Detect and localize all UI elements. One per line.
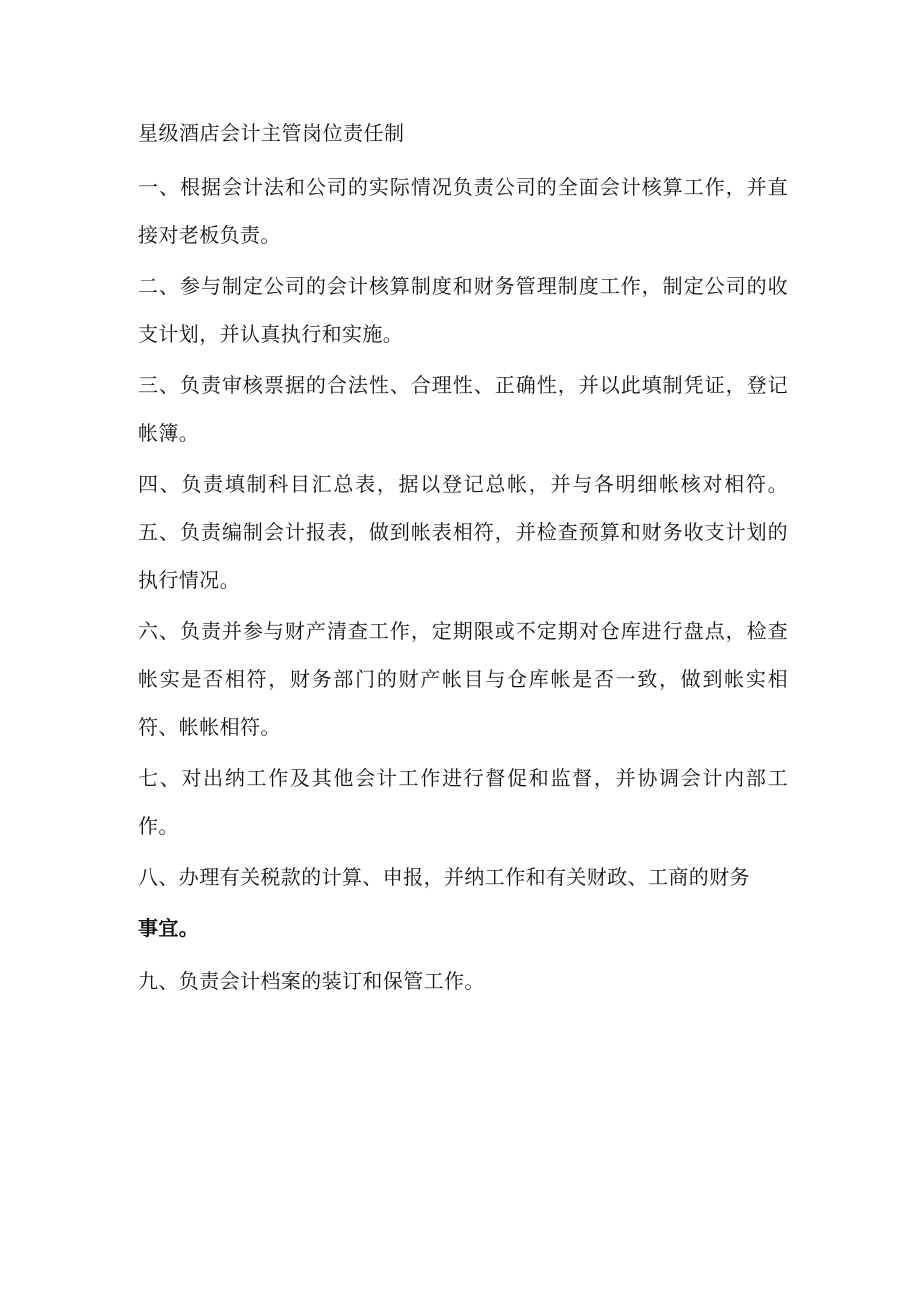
paragraph-8: 八、办理有关税款的计算、申报，并纳工作和有关财政、工商的财务 — [138, 865, 750, 889]
document-title: 星级酒店会计主管岗位责任制 — [138, 121, 405, 145]
paragraph-7: 七、对出纳工作及其他会计工作进行督促和监督，并协调会计内部工作。 — [138, 766, 788, 838]
paragraph-9: 九、负责会计档案的装订和保管工作。 — [138, 969, 485, 993]
paragraph-3: 三、负责审核票据的合法性、合理性、正确性，并以此填制凭证，登记帐簿。 — [138, 373, 788, 445]
paragraph-6: 六、负责并参与财产清查工作，定期限或不定期对仓库进行盘点，检查帐实是否相符，财务部门的财产帐目与仓库帐是否一致，做到帐实相符、帐帐相符。 — [138, 619, 788, 739]
paragraph-2: 二、参与制定公司的会计核算制度和财务管理制度工作，制定公司的收支计划，并认真执行和实施。 — [138, 274, 788, 346]
paragraph-1: 一、根据会计法和公司的实际情况负责公司的全面会计核算工作，并直接对老板负责。 — [138, 175, 788, 247]
paragraph-4-5: 四、负责填制科目汇总表，据以登记总帐，并与各明细帐核对相符。五、负责编制会计报表，做到帐表相符，并检查预算和财务收支计划的执行情况。 — [138, 472, 788, 592]
document-body — [138, 116, 788, 1008]
paragraph-8-continuation: 事宜。 — [138, 916, 200, 940]
